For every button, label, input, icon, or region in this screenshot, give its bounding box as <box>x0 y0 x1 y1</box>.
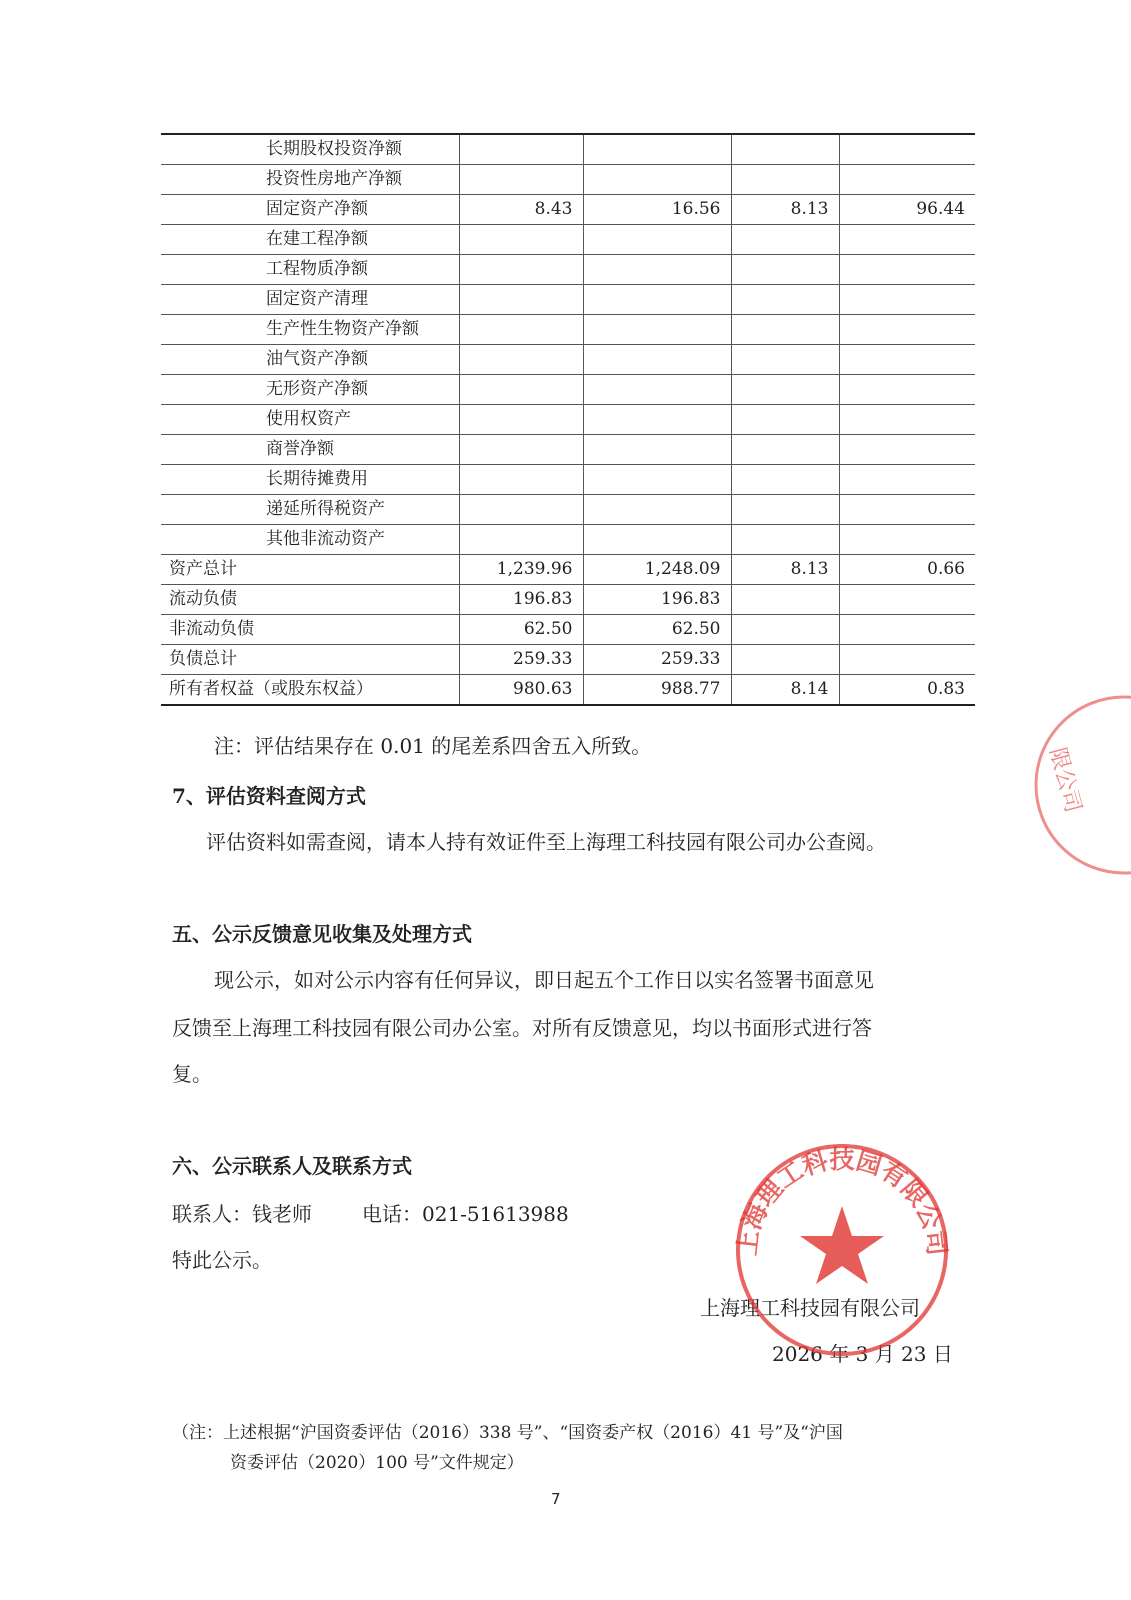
table-row <box>161 375 975 405</box>
cell-v4 <box>839 315 975 345</box>
cell-v3 <box>731 435 839 465</box>
cell-v1 <box>459 345 583 375</box>
valuation-table <box>161 133 975 706</box>
cell-v1 <box>459 134 583 165</box>
row-label: 所有者权益（或股东权益） <box>161 675 459 706</box>
section6-heading: 六、公示联系人及联系方式 <box>172 1154 412 1178</box>
cell-v4 <box>839 255 975 285</box>
cell-v1 <box>459 405 583 435</box>
cell-v1 <box>459 495 583 525</box>
closing-text: 特此公示。 <box>172 1248 272 1272</box>
section5-line3: 复。 <box>172 1062 212 1086</box>
cell-v4: 0.66 <box>839 555 975 585</box>
row-label: 递延所得税资产 <box>161 495 459 525</box>
cell-v2 <box>583 315 731 345</box>
cell-v3 <box>731 585 839 615</box>
cell-v4 <box>839 134 975 165</box>
row-label: 负债总计 <box>161 645 459 675</box>
row-label: 固定资产清理 <box>161 285 459 315</box>
table-row <box>161 225 975 255</box>
cell-v4 <box>839 465 975 495</box>
svg-text:上海理工科技园有限公司: 上海理工科技园有限公司 <box>732 1144 952 1258</box>
table-row <box>161 195 975 225</box>
row-label: 长期待摊费用 <box>161 465 459 495</box>
svg-text:限公司: 限公司 <box>1044 745 1086 816</box>
section5-line1: 现公示，如对公示内容有任何异议，即日起五个工作日以实名签署书面意见 <box>214 968 874 992</box>
cell-v1 <box>459 285 583 315</box>
cell-v4 <box>839 285 975 315</box>
cell-v2 <box>583 225 731 255</box>
table-row <box>161 315 975 345</box>
cell-v1: 259.33 <box>459 645 583 675</box>
cell-v2: 196.83 <box>583 585 731 615</box>
rounding-note: 注：评估结果存在 0.01 的尾差系四舍五入所致。 <box>214 734 652 758</box>
cell-v2 <box>583 345 731 375</box>
contact-person: 联系人：钱老师 <box>172 1202 312 1226</box>
cell-v3: 8.13 <box>731 195 839 225</box>
table-row <box>161 585 975 615</box>
cell-v1 <box>459 435 583 465</box>
cell-v4 <box>839 375 975 405</box>
signature-company: 上海理工科技园有限公司 <box>700 1296 920 1320</box>
cell-v4 <box>839 405 975 435</box>
cell-v2 <box>583 405 731 435</box>
table-row <box>161 615 975 645</box>
cell-v3 <box>731 134 839 165</box>
cell-v2 <box>583 285 731 315</box>
cell-v1: 62.50 <box>459 615 583 645</box>
row-label: 油气资产净额 <box>161 345 459 375</box>
cell-v4 <box>839 225 975 255</box>
company-seal-stamp <box>732 1140 952 1360</box>
cell-v1 <box>459 465 583 495</box>
cell-v3 <box>731 285 839 315</box>
table-row <box>161 555 975 585</box>
table-row <box>161 495 975 525</box>
section5-heading: 五、公示反馈意见收集及处理方式 <box>172 922 472 946</box>
cell-v1 <box>459 225 583 255</box>
cell-v4 <box>839 165 975 195</box>
row-label: 固定资产净额 <box>161 195 459 225</box>
cell-v1: 980.63 <box>459 675 583 706</box>
cell-v2 <box>583 435 731 465</box>
cell-v4 <box>839 585 975 615</box>
cell-v1 <box>459 165 583 195</box>
row-label: 生产性生物资产净额 <box>161 315 459 345</box>
table-row <box>161 675 975 706</box>
table-row <box>161 285 975 315</box>
partial-seal-stamp <box>1014 690 1131 880</box>
cell-v1 <box>459 375 583 405</box>
table-row <box>161 255 975 285</box>
section7-body: 评估资料如需查阅，请本人持有效证件至上海理工科技园有限公司办公查阅。 <box>206 830 886 854</box>
table-row <box>161 435 975 465</box>
table-row <box>161 525 975 555</box>
row-label: 使用权资产 <box>161 405 459 435</box>
page-number: 7 <box>551 1490 561 1508</box>
footer-note-line2: 资委评估（2020）100 号”文件规定） <box>230 1453 524 1473</box>
table-row <box>161 465 975 495</box>
signature-date: 2026 年 3 月 23 日 <box>772 1342 953 1366</box>
cell-v3 <box>731 225 839 255</box>
cell-v3 <box>731 165 839 195</box>
cell-v3 <box>731 255 839 285</box>
cell-v2: 259.33 <box>583 645 731 675</box>
cell-v4 <box>839 495 975 525</box>
cell-v3 <box>731 615 839 645</box>
row-label: 长期股权投资净额 <box>161 134 459 165</box>
section7-heading: 7、评估资料查阅方式 <box>172 784 366 808</box>
cell-v2 <box>583 134 731 165</box>
cell-v1 <box>459 315 583 345</box>
cell-v4 <box>839 435 975 465</box>
cell-v3 <box>731 345 839 375</box>
table-row <box>161 405 975 435</box>
cell-v1: 8.43 <box>459 195 583 225</box>
cell-v2: 16.56 <box>583 195 731 225</box>
cell-v2: 62.50 <box>583 615 731 645</box>
cell-v4 <box>839 345 975 375</box>
cell-v3 <box>731 645 839 675</box>
row-label: 流动负债 <box>161 585 459 615</box>
cell-v3 <box>731 405 839 435</box>
row-label: 非流动负债 <box>161 615 459 645</box>
cell-v4: 0.83 <box>839 675 975 706</box>
table-row <box>161 134 975 165</box>
cell-v2: 988.77 <box>583 675 731 706</box>
cell-v3 <box>731 525 839 555</box>
row-label: 资产总计 <box>161 555 459 585</box>
cell-v2 <box>583 165 731 195</box>
row-label: 商誉净额 <box>161 435 459 465</box>
table-row <box>161 165 975 195</box>
cell-v2: 1,248.09 <box>583 555 731 585</box>
cell-v1: 196.83 <box>459 585 583 615</box>
cell-v1 <box>459 525 583 555</box>
row-label: 其他非流动资产 <box>161 525 459 555</box>
cell-v4: 96.44 <box>839 195 975 225</box>
cell-v3: 8.14 <box>731 675 839 706</box>
cell-v4 <box>839 645 975 675</box>
cell-v2 <box>583 255 731 285</box>
row-label: 无形资产净额 <box>161 375 459 405</box>
cell-v1 <box>459 255 583 285</box>
cell-v2 <box>583 465 731 495</box>
contact-phone: 电话：021-51613988 <box>362 1202 569 1226</box>
cell-v3: 8.13 <box>731 555 839 585</box>
cell-v3 <box>731 495 839 525</box>
section5-line2: 反馈至上海理工科技园有限公司办公室。对所有反馈意见，均以书面形式进行答 <box>172 1016 872 1040</box>
cell-v2 <box>583 375 731 405</box>
cell-v2 <box>583 525 731 555</box>
table-row <box>161 345 975 375</box>
cell-v2 <box>583 495 731 525</box>
cell-v4 <box>839 615 975 645</box>
cell-v3 <box>731 465 839 495</box>
row-label: 在建工程净额 <box>161 225 459 255</box>
cell-v3 <box>731 315 839 345</box>
cell-v3 <box>731 375 839 405</box>
row-label: 投资性房地产净额 <box>161 165 459 195</box>
cell-v4 <box>839 525 975 555</box>
cell-v1: 1,239.96 <box>459 555 583 585</box>
table-row <box>161 645 975 675</box>
footer-note-line1: （注：上述根据“沪国资委评估（2016）338 号”、“国资委产权（2016）41 号”及“沪国 <box>172 1423 843 1443</box>
row-label: 工程物质净额 <box>161 255 459 285</box>
